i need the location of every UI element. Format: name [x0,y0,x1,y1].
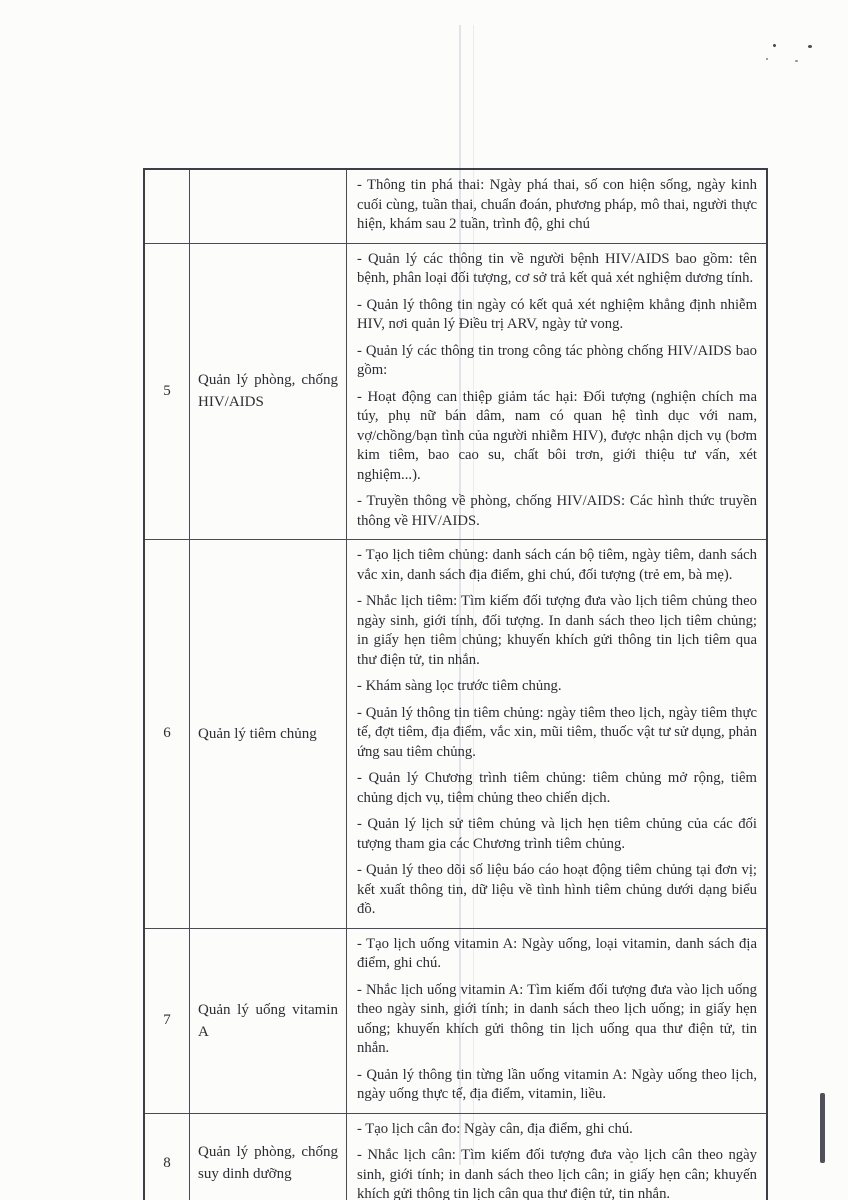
row-number: 5 [144,243,190,540]
row-title: Quản lý phòng, chống HIV/AIDS [190,243,347,540]
ink-speck [795,60,798,62]
detail-paragraph: - Quản lý các thông tin trong công tác phòng chống HIV/AIDS bao gồm: [357,342,757,378]
scan-edge-artifact [820,1093,825,1163]
row-details [347,169,768,243]
table-row [144,928,767,1113]
row-details [347,540,768,929]
ink-speck [808,45,812,48]
row-details [347,1113,768,1200]
row-number: 7 [144,928,190,1113]
detail-paragraph: - Thông tin phá thai: Ngày phá thai, số con hiện sống, ngày kinh cuối cùng, tuần thai, chuẩn đoán, phương pháp, mô thai, người thực hiện, khám sau 2 tuần, trình độ, ghi chú [357,177,757,232]
ink-speck [772,43,776,47]
row-number [144,169,190,243]
detail-paragraph: - Tạo lịch cân đo: Ngày cân, địa điểm, ghi chú. [357,1120,633,1137]
detail-paragraph: - Nhắc lịch uống vitamin A: Tìm kiếm đối tượng đưa vào lịch uống theo ngày sinh, giới tính; in danh sách theo lịch uống; in giấy hẹn uống; khuyến khích gửi thông tin lịch uống qua thư điện tử, tin nhắn. [357,981,757,1056]
detail-paragraph: - Quản lý thông tin từng lần uống vitamin A: Ngày uống theo lịch, ngày uống thực tế, địa điểm, vitamin, liều. [357,1066,757,1102]
row-title: Quản lý tiêm chủng [190,540,347,929]
detail-paragraph: - Nhắc lịch tiêm: Tìm kiếm đối tượng đưa vào lịch tiêm chủng theo ngày sinh, giới tính, đối tượng. In danh sách theo lịch tiêm chủng; in giấy hẹn tiêm chủng; khuyến khích gửi thông tin lịch tiêm qua thư điện tử, tin nhắn. [357,593,757,668]
detail-paragraph: - Quản lý thông tin tiêm chủng: ngày tiêm theo lịch, ngày tiêm thực tế, đợt tiêm, địa điểm, vắc xin, mũi tiêm, thuốc vật tư sử dụng, phản ứng sau tiêm chủng. [357,704,757,760]
detail-paragraph: - Quản lý thông tin ngày có kết quả xét nghiệm khẳng định nhiễm HIV, nơi quản lý Điều trị ARV, ngày tử vong. [357,296,757,332]
detail-paragraph: - Nhắc lịch cân: Tìm kiếm đối tượng đưa vào lịch cân theo ngày sinh, giới tính; in danh sách theo lịch cân; in giấy hẹn cân; khuyến khích gửi thông tin lịch cân qua thư điện tử, tin nhắn. [357,1147,757,1200]
row-title [190,169,347,243]
detail-paragraph: - Hoạt động can thiệp giảm tác hại: Đối tượng (nghiện chích ma túy, phụ nữ bán dâm, nam có quan hệ tình dục với nam, vợ/chồng/bạn tình của người nhiễm HIV), được nhận dịch vụ (bơm kim tiêm, bao cao su, chất bôi trơn, giới thiệu tư vấn, xét nghiệm...). [357,388,757,483]
table-row [144,169,767,243]
table-row [144,243,767,540]
row-title: Quản lý phòng, chống suy dinh dưỡng [190,1113,347,1200]
row-details [347,928,768,1113]
ink-speck [766,58,768,60]
row-number: 6 [144,540,190,929]
detail-paragraph: - Khám sàng lọc trước tiêm chủng. [357,678,562,694]
detail-paragraph: - Tạo lịch uống vitamin A: Ngày uống, loại vitamin, danh sách địa điểm, ghi chú. [357,935,757,971]
table-row [144,540,767,929]
detail-paragraph: - Quản lý lịch sử tiêm chủng và lịch hẹn tiêm chủng của các đối tượng tham gia các Chương trình tiêm chủng. [357,816,757,852]
row-details [347,243,768,540]
table-row [144,1113,767,1200]
functions-table [143,168,768,1200]
detail-paragraph: - Quản lý theo dõi số liệu báo cáo hoạt động tiêm chủng tại đơn vị; kết xuất thông tin, dữ liệu về tình hình tiêm chủng dưới dạng biểu đồ. [357,862,757,917]
detail-paragraph: - Tạo lịch tiêm chủng: danh sách cán bộ tiêm, ngày tiêm, danh sách vắc xin, danh sách địa điểm, ghi chú, đối tượng (trẻ em, bà mẹ). [357,547,757,583]
row-title: Quản lý uống vitamin A [190,928,347,1113]
detail-paragraph: - Truyền thông về phòng, chống HIV/AIDS: Các hình thức truyền thông về HIV/AIDS. [357,493,757,529]
row-number: 8 [144,1113,190,1200]
detail-paragraph: - Quản lý Chương trình tiêm chủng: tiêm chủng mở rộng, tiêm chủng dịch vụ, tiêm chủng theo chiến dịch. [357,770,757,806]
detail-paragraph: - Quản lý các thông tin về người bệnh HIV/AIDS bao gồm: tên bệnh, phân loại đối tượng, cơ sở trả kết quả xét nghiệm dương tính. [357,250,757,286]
